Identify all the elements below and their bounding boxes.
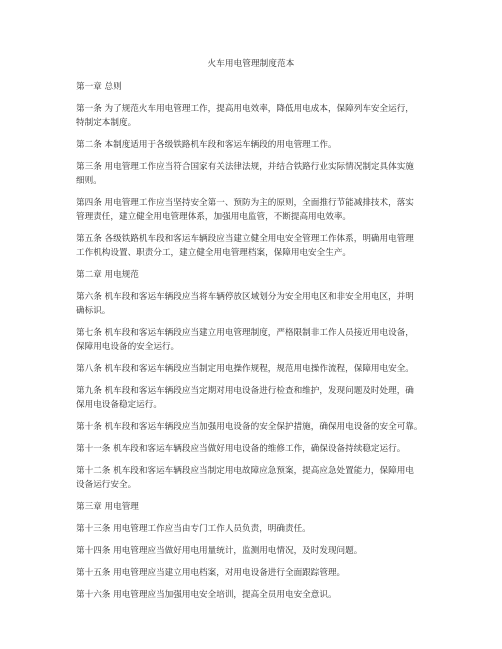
- article-10-line-1: 第十条 机车段和客运车辆段应当加强用电设备的安全保护措施，确保用电设备的安全可靠。: [76, 422, 423, 432]
- article-5-line-1: 第五条 各级铁路机车段和客运车辆段应当建立健全用电安全管理工作体系，明确用电管理: [76, 234, 414, 244]
- article-7-line-1: 第七条 机车段和客运车辆段应当建立用电管理制度，严格限制非工作人员接近用电设备，: [76, 328, 414, 338]
- article-9-line-1: 第九条 机车段和客运车辆段应当定期对用电设备进行检查和维护，发现问题及时处理，确: [76, 386, 414, 396]
- article-12-line-1: 第十二条 机车段和客运车辆段应当制定用电故障应急预案，提高应急处置能力，保障用电: [76, 466, 414, 476]
- article-6-line-2: 确标识。: [76, 306, 111, 316]
- article-9-line-2: 保用电设备稳定运行。: [76, 400, 162, 410]
- chapter-3-heading: 第三章 用电管理: [76, 502, 139, 512]
- article-16-line-1: 第十六条 用电管理应当加强用电安全培训，提高全员用电安全意识。: [76, 590, 337, 600]
- chapter-2-heading: 第二章 用电规范: [76, 270, 139, 280]
- article-2-line-1: 第二条 本制度适用于各级铁路机车段和客运车辆段的用电管理工作。: [76, 140, 337, 150]
- article-6-line-1: 第六条 机车段和客运车辆段应当将车辆停放区域划分为安全用电区和非安全用电区，并明: [76, 292, 414, 302]
- article-15-line-1: 第十五条 用电管理应当建立用电档案，对用电设备进行全面跟踪管理。: [76, 568, 346, 578]
- article-12-line-2: 设备运行安全。: [76, 480, 137, 490]
- article-14-line-1: 第十四条 用电管理应当做好用电用量统计，监测用电情况，及时发现问题。: [76, 546, 363, 556]
- article-3-line-2: 细则。: [76, 176, 102, 186]
- article-8-line-1: 第八条 机车段和客运车辆段应当制定用电操作规程，规范用电操作流程，保障用电安全。: [76, 364, 414, 374]
- article-5-line-2: 工作机构设置、职责分工，建立健全用电管理档案，保障用电安全生产。: [76, 248, 352, 258]
- article-11-line-1: 第十一条 机车段和客运车辆段应当做好用电设备的维修工作，确保设备持续稳定运行。: [76, 444, 406, 454]
- article-7-line-2: 保障用电设备的安全运行。: [76, 342, 180, 352]
- article-4-line-2: 管理责任，建立健全用电管理体系，加强用电监管，不断提高用电效率。: [76, 212, 352, 222]
- article-4-line-1: 第四条 用电管理工作应当坚持安全第一、预防为主的原则，全面推行节能减排技术，落实: [76, 198, 414, 208]
- article-1-line-2: 特制定本制度。: [76, 118, 137, 128]
- article-13-line-1: 第十三条 用电管理工作应当由专门工作人员负责，明确责任。: [76, 524, 311, 534]
- document-title: 火车用电管理制度范本: [207, 59, 295, 69]
- article-1-line-1: 第一条 为了规范火车用电管理工作，提高用电效率，降低用电成本，保障列车安全运行，: [76, 104, 414, 114]
- article-3-line-1: 第三条 用电管理工作应当符合国家有关法律法规，并结合铁路行业实际情况制定具体实施: [76, 162, 414, 172]
- chapter-1-heading: 第一章 总则: [76, 82, 122, 92]
